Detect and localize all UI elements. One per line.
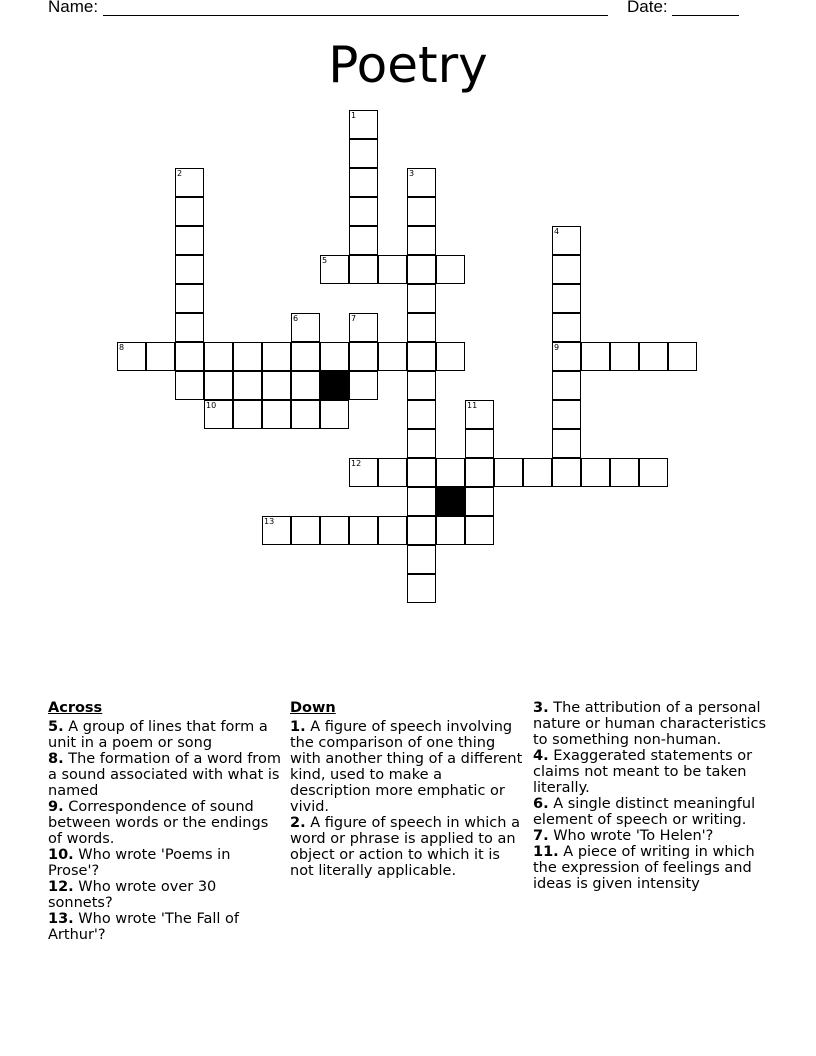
crossword-cell[interactable]: [349, 139, 378, 168]
crossword-cell[interactable]: [407, 371, 436, 400]
clue-text: Exaggerated statements or claims not meant to be taken literally.: [533, 748, 753, 796]
cell-number: 4: [554, 227, 560, 236]
cell-number: 12: [351, 459, 362, 468]
crossword-cell[interactable]: [291, 342, 320, 371]
crossword-cell[interactable]: [465, 487, 494, 516]
crossword-cell[interactable]: [233, 400, 262, 429]
cell-number: 10: [206, 401, 217, 410]
down-heading: Down: [290, 700, 336, 716]
crossword-cell[interactable]: [552, 284, 581, 313]
clue-item: [48, 911, 284, 943]
crossword-cell[interactable]: [552, 458, 581, 487]
crossword-cell[interactable]: [436, 458, 465, 487]
crossword-cell[interactable]: [349, 516, 378, 545]
cell-number: 11: [467, 401, 478, 410]
crossword-cell[interactable]: [262, 342, 291, 371]
crossword-cell[interactable]: [320, 516, 349, 545]
clue-item: [290, 719, 526, 815]
clue-text: A group of lines that form a unit in a poem or song: [48, 719, 268, 751]
page-title: Poetry: [328, 36, 488, 94]
cell-number: 7: [351, 314, 357, 323]
across-heading: Across: [48, 700, 103, 716]
crossword-cell[interactable]: [581, 342, 610, 371]
clue-number: 3.: [533, 700, 549, 716]
crossword-cell[interactable]: [175, 284, 204, 313]
clue-number: 11.: [533, 844, 559, 860]
crossword-cell[interactable]: [378, 458, 407, 487]
clue-number: 4.: [533, 748, 549, 764]
clue-number: 8.: [48, 751, 64, 767]
crossword-cell[interactable]: [407, 516, 436, 545]
crossword-cell[interactable]: [349, 226, 378, 255]
crossword-cell[interactable]: [349, 255, 378, 284]
clue-item: [533, 796, 769, 828]
crossword-cell[interactable]: [349, 371, 378, 400]
cell-number: 2: [177, 169, 183, 178]
crossword-cell[interactable]: [436, 342, 465, 371]
crossword-cell[interactable]: [407, 197, 436, 226]
clue-text: Who wrote 'The Fall of Arthur'?: [48, 911, 239, 943]
crossword-cell[interactable]: [552, 400, 581, 429]
crossword-cell[interactable]: [407, 429, 436, 458]
clue-text: The attribution of a personal nature or human characteristics to something non-human.: [533, 700, 767, 748]
cell-number: 8: [119, 343, 125, 352]
crossword-cell[interactable]: [552, 371, 581, 400]
crossword-cell[interactable]: [639, 342, 668, 371]
clue-text: The formation of a word from a sound associated with what is named: [48, 751, 281, 799]
crossword-cell[interactable]: [349, 197, 378, 226]
crossword-cell[interactable]: [175, 255, 204, 284]
crossword-cell[interactable]: [552, 313, 581, 342]
crossword-cell[interactable]: [233, 342, 262, 371]
crossword-cell[interactable]: [407, 458, 436, 487]
crossword-cell[interactable]: [465, 429, 494, 458]
clue-number: 10.: [48, 847, 74, 863]
clue-number: 9.: [48, 799, 64, 815]
crossword-cell[interactable]: [175, 226, 204, 255]
cell-number: 9: [554, 343, 560, 352]
crossword-cell[interactable]: [610, 342, 639, 371]
cell-number: 3: [409, 169, 415, 178]
clue-item: [533, 748, 769, 796]
crossword-cell[interactable]: [262, 400, 291, 429]
clue-item: [48, 879, 284, 911]
crossword-cell[interactable]: [581, 458, 610, 487]
down-clues-continued: [533, 700, 769, 892]
crossword-cell[interactable]: [320, 400, 349, 429]
crossword-cell[interactable]: [291, 516, 320, 545]
down-clue-list-continued: [533, 700, 769, 892]
clue-item: [533, 844, 769, 892]
clue-text: A figure of speech involving the comparison of one thing with another thing of a different kind, used to make a description more emphatic or vivid.: [290, 719, 523, 815]
clue-item: [48, 751, 284, 799]
crossword-cell[interactable]: [465, 458, 494, 487]
crossword-cell[interactable]: [552, 255, 581, 284]
crossword-cell[interactable]: [175, 197, 204, 226]
clue-text: Who wrote 'Poems in Prose'?: [48, 847, 231, 879]
crossword-cell[interactable]: [407, 255, 436, 284]
clue-number: 6.: [533, 796, 549, 812]
crossword-cell[interactable]: [378, 255, 407, 284]
crossword-cell[interactable]: [378, 516, 407, 545]
crossword-cell[interactable]: [204, 342, 233, 371]
across-clues: [48, 700, 284, 943]
crossword-cell[interactable]: [175, 313, 204, 342]
crossword-cell[interactable]: [407, 284, 436, 313]
clue-item: [48, 847, 284, 879]
crossword-cell[interactable]: [204, 371, 233, 400]
crossword-cell[interactable]: [436, 255, 465, 284]
crossword-cell[interactable]: [349, 342, 378, 371]
crossword-cell[interactable]: [233, 371, 262, 400]
clue-text: A piece of writing in which the expression of feelings and ideas is given intensity: [533, 844, 755, 892]
clue-item: [533, 700, 769, 748]
crossword-cell[interactable]: [349, 168, 378, 197]
name-label: Name:: [48, 0, 99, 16]
clue-item: [48, 799, 284, 847]
crossword-cell[interactable]: [378, 342, 407, 371]
clue-text: Correspondence of sound between words or the endings of words.: [48, 799, 269, 847]
cell-number: 5: [322, 256, 328, 265]
crossword-cell[interactable]: [407, 574, 436, 603]
clue-item: [290, 815, 526, 879]
crossword-cell[interactable]: [407, 487, 436, 516]
clue-item: [533, 828, 769, 844]
crossword-cell[interactable]: [610, 458, 639, 487]
crossword-block: [320, 371, 349, 400]
crossword-cell[interactable]: [407, 226, 436, 255]
cell-number: 13: [264, 517, 275, 526]
crossword-cell[interactable]: [552, 429, 581, 458]
cell-number: 6: [293, 314, 299, 323]
clue-number: 2.: [290, 815, 306, 831]
crossword-cell[interactable]: [436, 516, 465, 545]
crossword-cell[interactable]: [291, 400, 320, 429]
cell-number: 1: [351, 111, 357, 120]
date-label: Date:: [627, 0, 668, 16]
clue-number: 5.: [48, 719, 64, 735]
clue-number: 13.: [48, 911, 74, 927]
crossword-cell[interactable]: [639, 458, 668, 487]
crossword-cell[interactable]: [407, 400, 436, 429]
crossword-cell[interactable]: [523, 458, 552, 487]
clue-text: A figure of speech in which a word or phrase is applied to an object or action to which it is not literally applicable.: [290, 815, 520, 879]
clue-number: 12.: [48, 879, 74, 895]
crossword-cell[interactable]: [407, 342, 436, 371]
clue-text: Who wrote 'To Helen'?: [548, 828, 714, 844]
crossword-cell[interactable]: [291, 371, 320, 400]
crossword-cell[interactable]: [407, 313, 436, 342]
across-clue-list: [48, 719, 284, 943]
clue-text: Who wrote over 30 sonnets?: [48, 879, 217, 911]
down-clues: [290, 700, 526, 879]
clue-text: A single distinct meaningful element of speech or writing.: [533, 796, 756, 828]
clue-item: [48, 719, 284, 751]
clue-number: 7.: [533, 828, 549, 844]
clue-number: 1.: [290, 719, 306, 735]
crossword-cell[interactable]: [175, 342, 204, 371]
crossword-cell[interactable]: [262, 371, 291, 400]
crossword-cell[interactable]: [494, 458, 523, 487]
crossword-cell[interactable]: [407, 545, 436, 574]
crossword-cell[interactable]: [175, 371, 204, 400]
crossword-cell[interactable]: [465, 516, 494, 545]
crossword-cell[interactable]: [668, 342, 697, 371]
down-clue-list: [290, 719, 526, 879]
crossword-cell[interactable]: [320, 342, 349, 371]
crossword-cell[interactable]: [146, 342, 175, 371]
crossword-block: [436, 487, 465, 516]
